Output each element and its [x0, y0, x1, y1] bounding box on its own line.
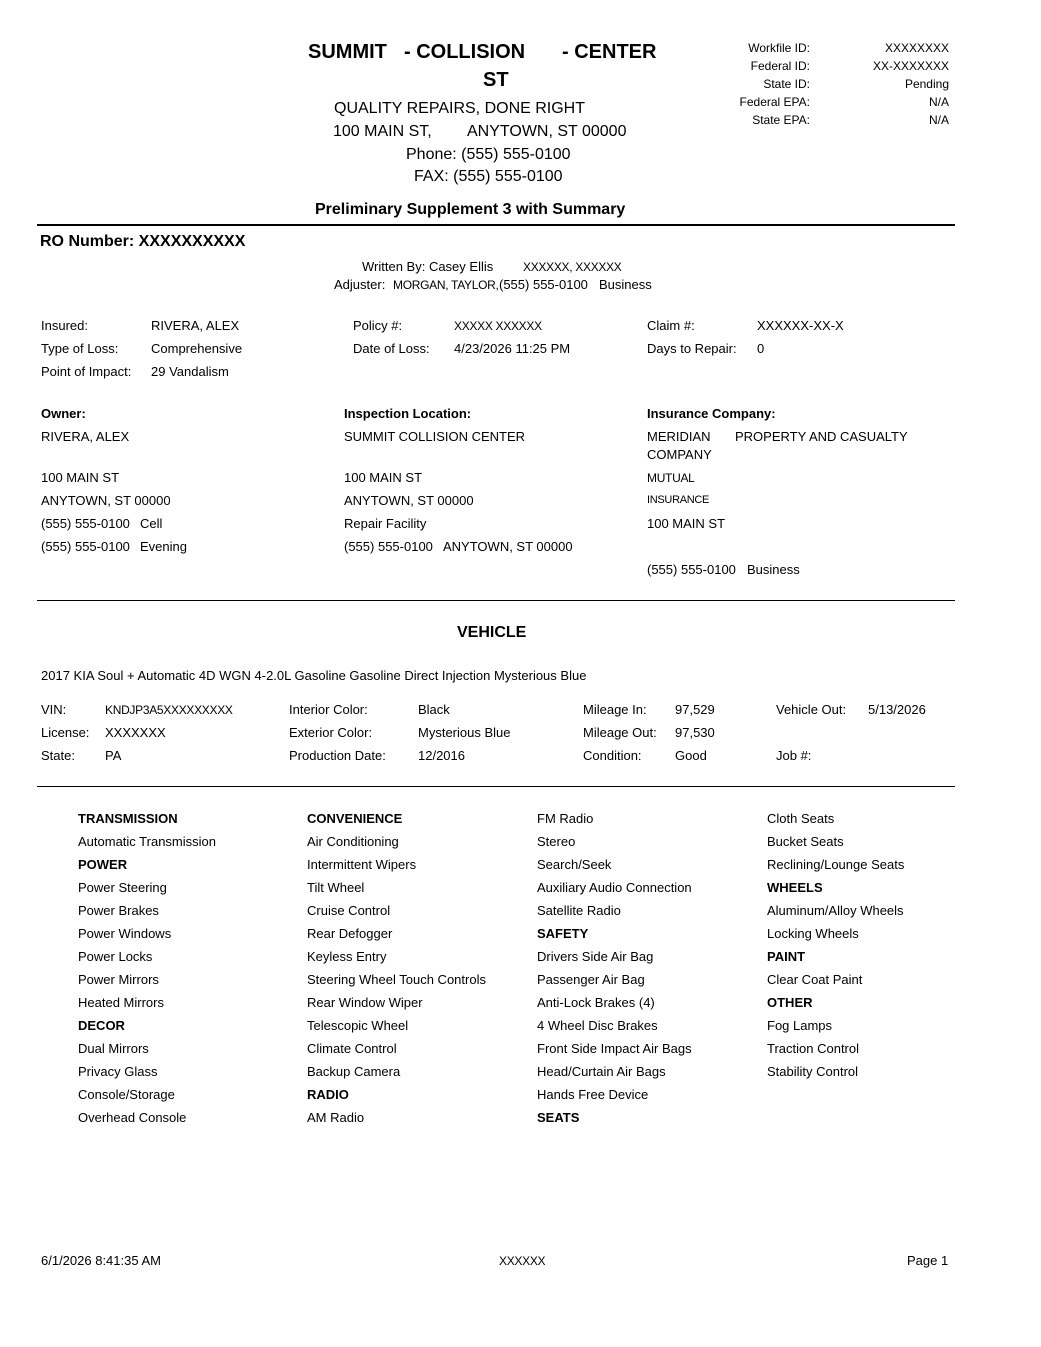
insured-label: Insured: — [41, 318, 88, 333]
owner-phone2: (555) 555-0100 — [41, 539, 130, 554]
footer-page-number: Page 1 — [907, 1253, 949, 1268]
shop-tagline: QUALITY REPAIRS, DONE RIGHT — [334, 100, 586, 117]
option-item: Clear Coat Paint — [767, 972, 863, 987]
claim-value: XXXXXX-XX-X — [757, 318, 844, 333]
option-item: Rear Window Wiper — [307, 995, 423, 1010]
options-column-4 — [767, 811, 904, 1087]
insurance-name1: MERIDIAN — [647, 429, 711, 444]
state-value: PA — [105, 748, 122, 763]
exterior-color-value: Mysterious Blue — [418, 725, 511, 740]
shop-street: 100 MAIN ST, — [333, 123, 432, 140]
insurance-line4: MUTUAL — [647, 471, 695, 485]
footer-center-id: XXXXXX — [499, 1254, 546, 1268]
footer-timestamp: 6/1/2026 8:41:35 AM — [41, 1253, 161, 1268]
license-value: XXXXXXX — [105, 725, 166, 740]
option-item: Telescopic Wheel — [307, 1018, 409, 1033]
insurance-name2: PROPERTY AND CASUALTY — [735, 429, 908, 444]
option-item: Aluminum/Alloy Wheels — [767, 903, 904, 918]
impact-value: 29 Vandalism — [151, 364, 229, 379]
shop-name-part1: SUMMIT — [308, 41, 387, 63]
federal-epa-label: Federal EPA: — [739, 95, 810, 109]
option-item: Intermittent Wipers — [307, 857, 417, 872]
option-item: Keyless Entry — [307, 949, 387, 964]
option-category-heading: WHEELS — [767, 880, 823, 895]
option-item: Hands Free Device — [537, 1087, 649, 1102]
federal-id-label: Federal ID: — [750, 59, 810, 73]
adjuster-phone: (555) 555-0100 — [499, 277, 588, 292]
job-number-label: Job #: — [776, 748, 812, 763]
insurance-street: 100 MAIN ST — [647, 516, 726, 531]
option-item: Power Windows — [78, 926, 172, 941]
ro-number: RO Number: XXXXXXXXXX — [40, 233, 246, 250]
insurance-line5: INSURANCE — [647, 494, 710, 506]
option-item: Locking Wheels — [767, 926, 859, 941]
option-item: Cloth Seats — [767, 811, 835, 826]
option-category-heading: SAFETY — [537, 926, 589, 941]
mileage-out-value: 97,530 — [675, 725, 715, 740]
option-item: Dual Mirrors — [78, 1041, 149, 1056]
inspection-street: 100 MAIN ST — [344, 470, 423, 485]
option-category-heading: CONVENIENCE — [307, 811, 403, 826]
mileage-in-value: 97,529 — [675, 702, 715, 717]
days-to-repair-label: Days to Repair: — [647, 341, 737, 356]
insurance-phone: (555) 555-0100 — [647, 562, 736, 577]
header-divider — [37, 224, 955, 226]
condition-label: Condition: — [583, 748, 642, 763]
policy-label: Policy #: — [353, 318, 403, 333]
option-item: Automatic Transmission — [78, 834, 216, 849]
workfile-id-value: XXXXXXXX — [884, 41, 949, 55]
option-category-heading: PAINT — [767, 949, 806, 964]
vehicle-divider — [37, 786, 955, 787]
policy-value: XXXXX XXXXXX — [454, 319, 542, 333]
option-item: Climate Control — [307, 1041, 397, 1056]
option-item: Rear Defogger — [307, 926, 393, 941]
inspection-phone-city: ANYTOWN, ST 00000 — [443, 539, 573, 554]
insurance-heading: Insurance Company: — [647, 406, 776, 421]
option-category-heading: DECOR — [78, 1018, 125, 1033]
loss-type-value: Comprehensive — [151, 341, 243, 356]
option-item: Stereo — [537, 834, 576, 849]
option-item: Search/Seek — [537, 857, 612, 872]
shop-phone: Phone: (555) 555-0100 — [406, 146, 571, 163]
options-column-3 — [537, 811, 692, 1133]
days-to-repair-value: 0 — [757, 341, 765, 356]
option-item: Reclining/Lounge Seats — [767, 857, 905, 872]
option-category-heading: TRANSMISSION — [78, 811, 178, 826]
option-item: Front Side Impact Air Bags — [537, 1041, 692, 1056]
vehicle-heading: VEHICLE — [457, 624, 527, 641]
inspection-type: Repair Facility — [344, 516, 427, 531]
mileage-in-label: Mileage In: — [583, 702, 647, 717]
insured-value: RIVERA, ALEX — [151, 318, 240, 333]
option-item: Heated Mirrors — [78, 995, 164, 1010]
option-item: AM Radio — [307, 1110, 365, 1125]
inspection-city: ANYTOWN, ST 00000 — [344, 493, 474, 508]
option-item: Stability Control — [767, 1064, 859, 1079]
owner-heading: Owner: — [41, 406, 86, 421]
written-by-value: XXXXXX, XXXXXX — [523, 260, 622, 274]
owner-city: ANYTOWN, ST 00000 — [41, 493, 171, 508]
option-category-heading: SEATS — [537, 1110, 580, 1125]
option-category-heading: POWER — [78, 857, 128, 872]
shop-name-part4: ST — [483, 69, 509, 91]
inspection-name: SUMMIT COLLISION CENTER — [344, 429, 526, 444]
inspection-phone: (555) 555-0100 — [344, 539, 433, 554]
option-item: Passenger Air Bag — [537, 972, 645, 987]
option-item: FM Radio — [537, 811, 594, 826]
option-item: Tilt Wheel — [307, 880, 365, 895]
inspection-heading: Inspection Location: — [344, 406, 472, 421]
adjuster-phone-type: Business — [599, 277, 652, 292]
option-item: Overhead Console — [78, 1110, 187, 1125]
shop-name-part3: - CENTER — [562, 41, 657, 63]
shop-fax: FAX: (555) 555-0100 — [414, 168, 563, 185]
adjuster-label: Adjuster: — [334, 277, 386, 292]
loss-type-label: Type of Loss: — [41, 341, 119, 356]
date-of-loss-value: 4/23/2026 11:25 PM — [454, 341, 571, 356]
state-epa-label: State EPA: — [752, 113, 810, 127]
option-item: Cruise Control — [307, 903, 391, 918]
vehicle-out-value: 5/13/2026 — [868, 702, 926, 717]
option-item: Satellite Radio — [537, 903, 621, 918]
owner-name: RIVERA, ALEX — [41, 429, 130, 444]
vehicle-out-label: Vehicle Out: — [776, 702, 847, 717]
insurance-phone-type: Business — [747, 562, 800, 577]
workfile-id-label: Workfile ID: — [748, 41, 810, 55]
production-date-value: 12/2016 — [418, 748, 465, 763]
option-item: Console/Storage — [78, 1087, 175, 1102]
condition-value: Good — [675, 748, 707, 763]
production-date-label: Production Date: — [289, 748, 386, 763]
option-item: Privacy Glass — [78, 1064, 158, 1079]
interior-color-label: Interior Color: — [289, 702, 368, 717]
state-id-value: Pending — [904, 77, 949, 91]
option-item: Head/Curtain Air Bags — [537, 1064, 666, 1079]
vin-label: VIN: — [41, 702, 67, 717]
option-item: 4 Wheel Disc Brakes — [537, 1018, 658, 1033]
impact-label: Point of Impact: — [41, 364, 132, 379]
option-item: Backup Camera — [307, 1064, 401, 1079]
exterior-color-label: Exterior Color: — [289, 725, 373, 740]
option-item: Anti-Lock Brakes (4) — [537, 995, 655, 1010]
options-column-2 — [307, 811, 486, 1133]
option-item: Power Brakes — [78, 903, 159, 918]
options-column-1 — [78, 811, 216, 1133]
option-item: Power Steering — [78, 880, 167, 895]
option-category-heading: OTHER — [767, 995, 813, 1010]
state-id-label: State ID: — [763, 77, 810, 91]
document-title: Preliminary Supplement 3 with Summary — [315, 201, 626, 218]
federal-id-value: XX-XXXXXXX — [872, 59, 949, 73]
interior-color-value: Black — [418, 702, 450, 717]
state-label: State: — [41, 748, 75, 763]
mileage-out-label: Mileage Out: — [583, 725, 657, 740]
owner-phone1: (555) 555-0100 — [41, 516, 130, 531]
shop-city: ANYTOWN, ST 00000 — [467, 123, 627, 140]
option-item: Traction Control — [767, 1041, 859, 1056]
owner-street: 100 MAIN ST — [41, 470, 120, 485]
option-item: Steering Wheel Touch Controls — [307, 972, 486, 987]
option-item: Auxiliary Audio Connection — [537, 880, 692, 895]
option-item: Fog Lamps — [767, 1018, 833, 1033]
written-by-label: Written By: Casey Ellis — [362, 259, 494, 274]
state-epa-value: N/A — [928, 113, 949, 127]
option-item: Bucket Seats — [767, 834, 844, 849]
vehicle-description: 2017 KIA Soul + Automatic 4D WGN 4-2.0L Gasoline Gasoline Direct Injection Mysterious Blue — [41, 668, 587, 683]
option-category-heading: RADIO — [307, 1087, 349, 1102]
option-item: Power Locks — [78, 949, 153, 964]
adjuster-name: MORGAN, TAYLOR, — [393, 278, 499, 292]
option-item: Air Conditioning — [307, 834, 399, 849]
option-item: Power Mirrors — [78, 972, 159, 987]
section-divider — [37, 600, 955, 601]
date-of-loss-label: Date of Loss: — [353, 341, 430, 356]
owner-phone2-type: Evening — [140, 539, 187, 554]
vin-value: KNDJP3A5XXXXXXXXX — [105, 703, 233, 717]
owner-phone1-type: Cell — [140, 516, 163, 531]
claim-label: Claim #: — [647, 318, 695, 333]
shop-name-part2: - COLLISION — [404, 41, 526, 63]
insurance-name3: COMPANY — [647, 447, 712, 462]
option-item: Drivers Side Air Bag — [537, 949, 654, 964]
license-label: License: — [41, 725, 90, 740]
federal-epa-value: N/A — [928, 95, 949, 109]
